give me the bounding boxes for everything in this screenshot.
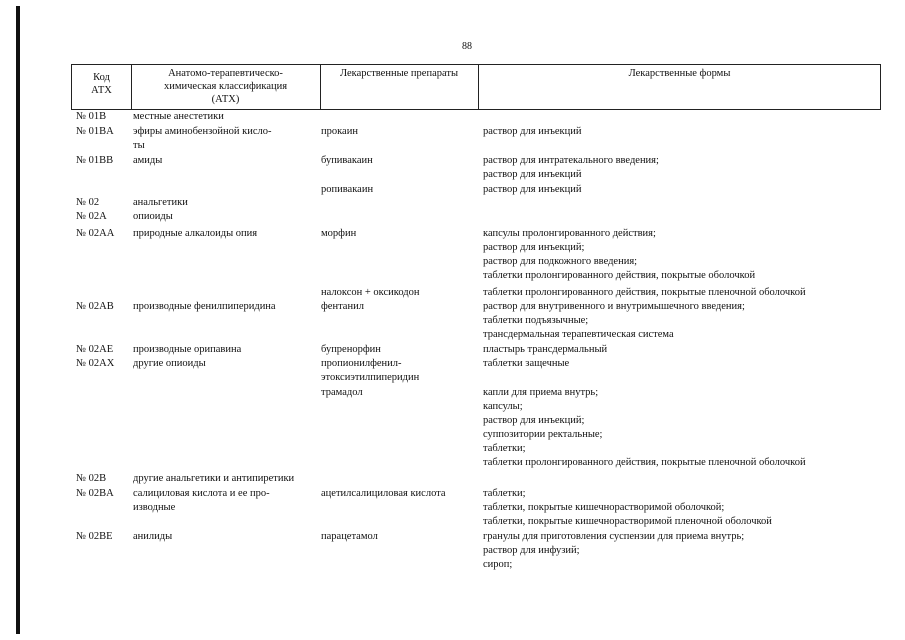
row-forms <box>483 227 755 283</box>
row-forms <box>483 183 582 197</box>
row-drug: налоксон + оксикодон <box>321 287 420 298</box>
row-code: № 02AB <box>76 301 114 312</box>
dosage-form: таблетки, покрытые кишечнорастворимой пленочной оболочкой <box>483 516 772 527</box>
row-classification: салициловая кислота и ее про- изводные <box>133 488 270 513</box>
dosage-form: сироп; <box>483 559 513 570</box>
row-code: № 02AX <box>76 358 115 369</box>
dosage-form: раствор для внутривенного и внутримышечного введения; <box>483 301 745 312</box>
dosage-form: капсулы пролонгированного действия; <box>483 228 656 239</box>
row-forms <box>483 487 772 529</box>
header-code: Код АТХ <box>91 72 112 96</box>
row-forms <box>483 343 607 357</box>
row-classification: природные алкалоиды опия <box>133 228 258 239</box>
dosage-form: таблетки; <box>483 488 526 499</box>
dosage-form: таблетки подъязычные; <box>483 315 589 326</box>
row-classification: другие опиоиды <box>133 358 206 369</box>
row-code: № 01BB <box>76 155 114 166</box>
row-code: № 02A <box>76 211 107 222</box>
row-forms <box>483 154 659 182</box>
dosage-form: раствор для интратекального введения; <box>483 155 659 166</box>
header-classification: Анатомо-терапевтическо- химическая классификация (АТХ) <box>163 68 288 105</box>
dosage-form: раствор для инъекций; <box>483 242 585 253</box>
dosage-form: гранулы для приготовления суспензии для приема внутрь; <box>483 531 745 542</box>
header-forms: Лекарственные формы <box>628 68 731 79</box>
binder-edge <box>16 6 20 634</box>
row-classification: производные фенилпиперидина <box>133 301 276 312</box>
row-classification: амиды <box>133 155 163 166</box>
page-number: 88 <box>462 41 472 52</box>
row-drug: морфин <box>321 228 357 239</box>
row-drug: фентанил <box>321 301 364 312</box>
row-forms <box>483 386 806 470</box>
row-forms <box>483 357 569 371</box>
dosage-form: таблетки; <box>483 443 526 454</box>
dosage-form: раствор для инъекций <box>483 126 582 137</box>
row-classification: анилиды <box>133 531 173 542</box>
row-drug: ропивакаин <box>321 184 374 195</box>
dosage-form: таблетки, покрытые кишечнорастворимой оболочкой; <box>483 502 725 513</box>
row-classification: другие анальгетики и антипиретики <box>133 473 295 484</box>
row-code: № 02B <box>76 473 107 484</box>
table-header <box>71 64 881 110</box>
row-forms <box>483 125 582 139</box>
dosage-form: раствор для подкожного введения; <box>483 256 638 267</box>
row-classification: эфиры аминобензойной кисло- ты <box>133 126 272 151</box>
dosage-form: раствор для инъекций <box>483 184 582 195</box>
row-drug: бупивакаин <box>321 155 373 166</box>
row-forms <box>483 286 806 300</box>
row-code: № 02BA <box>76 488 114 499</box>
dosage-form: таблетки пролонгированного действия, покрытые пленочной оболочкой <box>483 457 806 468</box>
row-classification: опиоиды <box>133 211 173 222</box>
row-forms <box>483 530 744 572</box>
row-code: № 02 <box>76 197 100 208</box>
dosage-form: суппозитории ректальные; <box>483 429 603 440</box>
row-code: № 02AA <box>76 228 115 239</box>
row-code: № 02BE <box>76 531 113 542</box>
dosage-form: раствор для инъекций; <box>483 415 585 426</box>
dosage-form: таблетки пролонгированного действия, покрытые оболочкой <box>483 270 756 281</box>
row-forms <box>483 300 745 342</box>
row-code: № 01B <box>76 111 107 122</box>
row-drug: парацетамол <box>321 531 378 542</box>
row-code: № 01BA <box>76 126 114 137</box>
dosage-form: таблетки пролонгированного действия, покрытые пленочной оболочкой <box>483 287 806 298</box>
dosage-form: капсулы; <box>483 401 523 412</box>
dosage-form: раствор для инфузий; <box>483 545 580 556</box>
dosage-form: трансдермальная терапевтическая система <box>483 329 674 340</box>
row-drug: ацетилсалициловая кислота <box>321 488 446 499</box>
row-drug: пропионилфенил- этоксиэтилпиперидин <box>321 358 420 383</box>
dosage-form: пластырь трансдермальный <box>483 344 608 355</box>
row-drug: прокаин <box>321 126 358 137</box>
row-code: № 02AE <box>76 344 114 355</box>
row-classification: анальгетики <box>133 197 188 208</box>
row-drug: бупренорфин <box>321 344 381 355</box>
header-drugs: Лекарственные препараты <box>339 68 459 79</box>
dosage-form: раствор для инъекций <box>483 169 582 180</box>
dosage-form: капли для приема внутрь; <box>483 387 599 398</box>
row-drug: трамадол <box>321 387 363 398</box>
row-classification: производные орипавина <box>133 344 242 355</box>
row-classification: местные анестетики <box>133 111 224 122</box>
dosage-form: таблетки защечные <box>483 358 570 369</box>
